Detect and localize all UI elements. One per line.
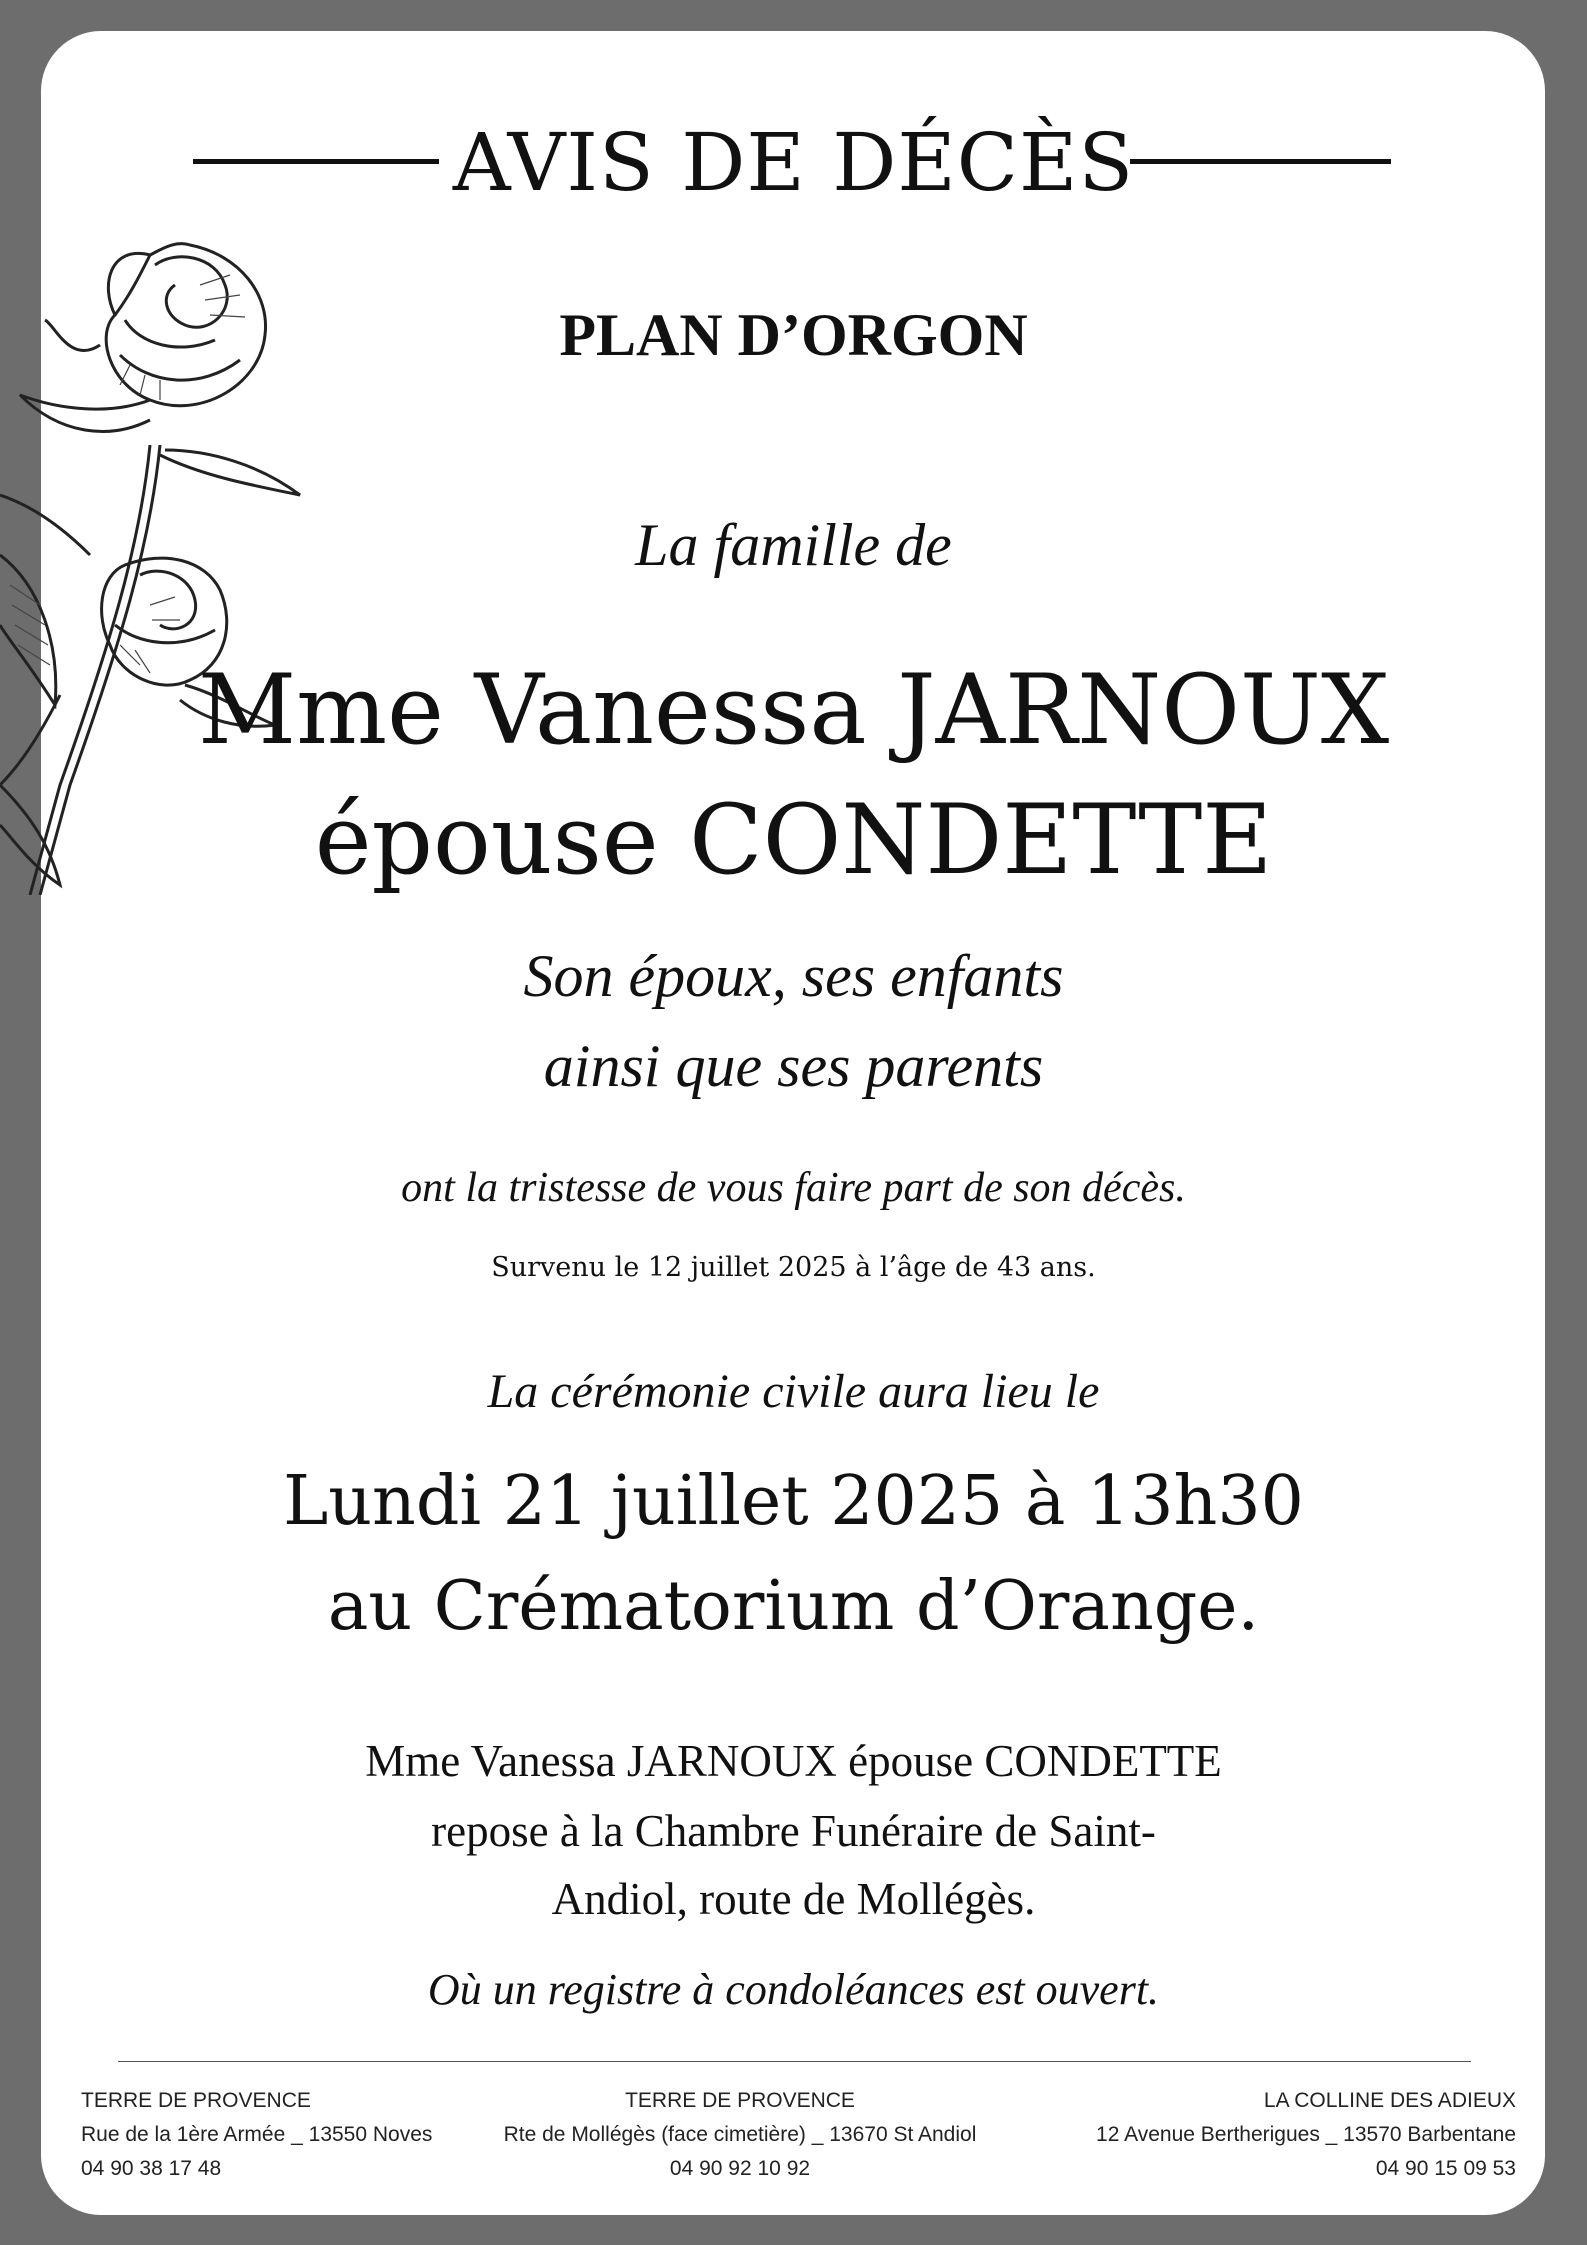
registry-note: Où un registre à condoléances est ouvert.: [427, 1965, 1160, 2014]
agency-name: TERRE DE PROVENCE: [81, 2089, 311, 2112]
agency-address: 12 Avenue Bertherigues _ 13570 Barbentane: [1096, 2123, 1516, 2146]
sorrow-text: ont la tristesse de vous faire part de son décès.: [401, 1165, 1186, 1211]
location-heading: PLAN D’ORGON: [559, 302, 1028, 368]
footer-agency-st-andiol: [480, 2084, 1000, 2186]
footer-divider: [118, 2061, 1471, 2062]
ceremony-date: Lundi 21 juillet 2025 à 13h30: [283, 1462, 1304, 1541]
ceremony-place: au Crématorium d’Orange.: [327, 1567, 1260, 1646]
family-members-line2: ainsi que ses parents: [543, 1033, 1044, 1099]
agency-phone: 04 90 38 17 48: [81, 2157, 222, 2180]
footer-agency-barbentane: [1096, 2084, 1516, 2186]
death-info: Survenu le 12 juillet 2025 à l’âge de 43 ans.: [491, 1252, 1096, 1283]
deceased-married-name: épouse CONDETTE: [314, 784, 1273, 896]
agency-phone: 04 90 92 10 92: [669, 2157, 811, 2180]
notice-title: AVIS DE DÉCÈS: [452, 116, 1135, 209]
agency-name: TERRE DE PROVENCE: [625, 2089, 855, 2112]
footer-agency-noves: [81, 2084, 432, 2186]
agency-name: LA COLLINE DES ADIEUX: [1263, 2089, 1516, 2112]
deceased-name: Mme Vanessa JARNOUX: [197, 654, 1390, 766]
family-intro: La famille de: [635, 512, 952, 578]
agency-address: Rue de la 1ère Armée _ 13550 Noves: [81, 2123, 433, 2146]
family-members-line1: Son époux, ses enfants: [523, 943, 1064, 1009]
agency-address: Rte de Mollégès (face cimetière) _ 13670 St Andiol: [503, 2123, 977, 2146]
rest-line-3: Andiol, route de Mollégès.: [551, 1874, 1036, 1924]
rest-line-1: Mme Vanessa JARNOUX épouse CONDETTE: [365, 1736, 1222, 1786]
ceremony-intro: La cérémonie civile aura lieu le: [487, 1365, 1100, 1418]
rest-line-2: repose à la Chambre Funéraire de Saint-: [431, 1806, 1156, 1856]
agency-phone: 04 90 15 09 53: [1375, 2157, 1516, 2180]
